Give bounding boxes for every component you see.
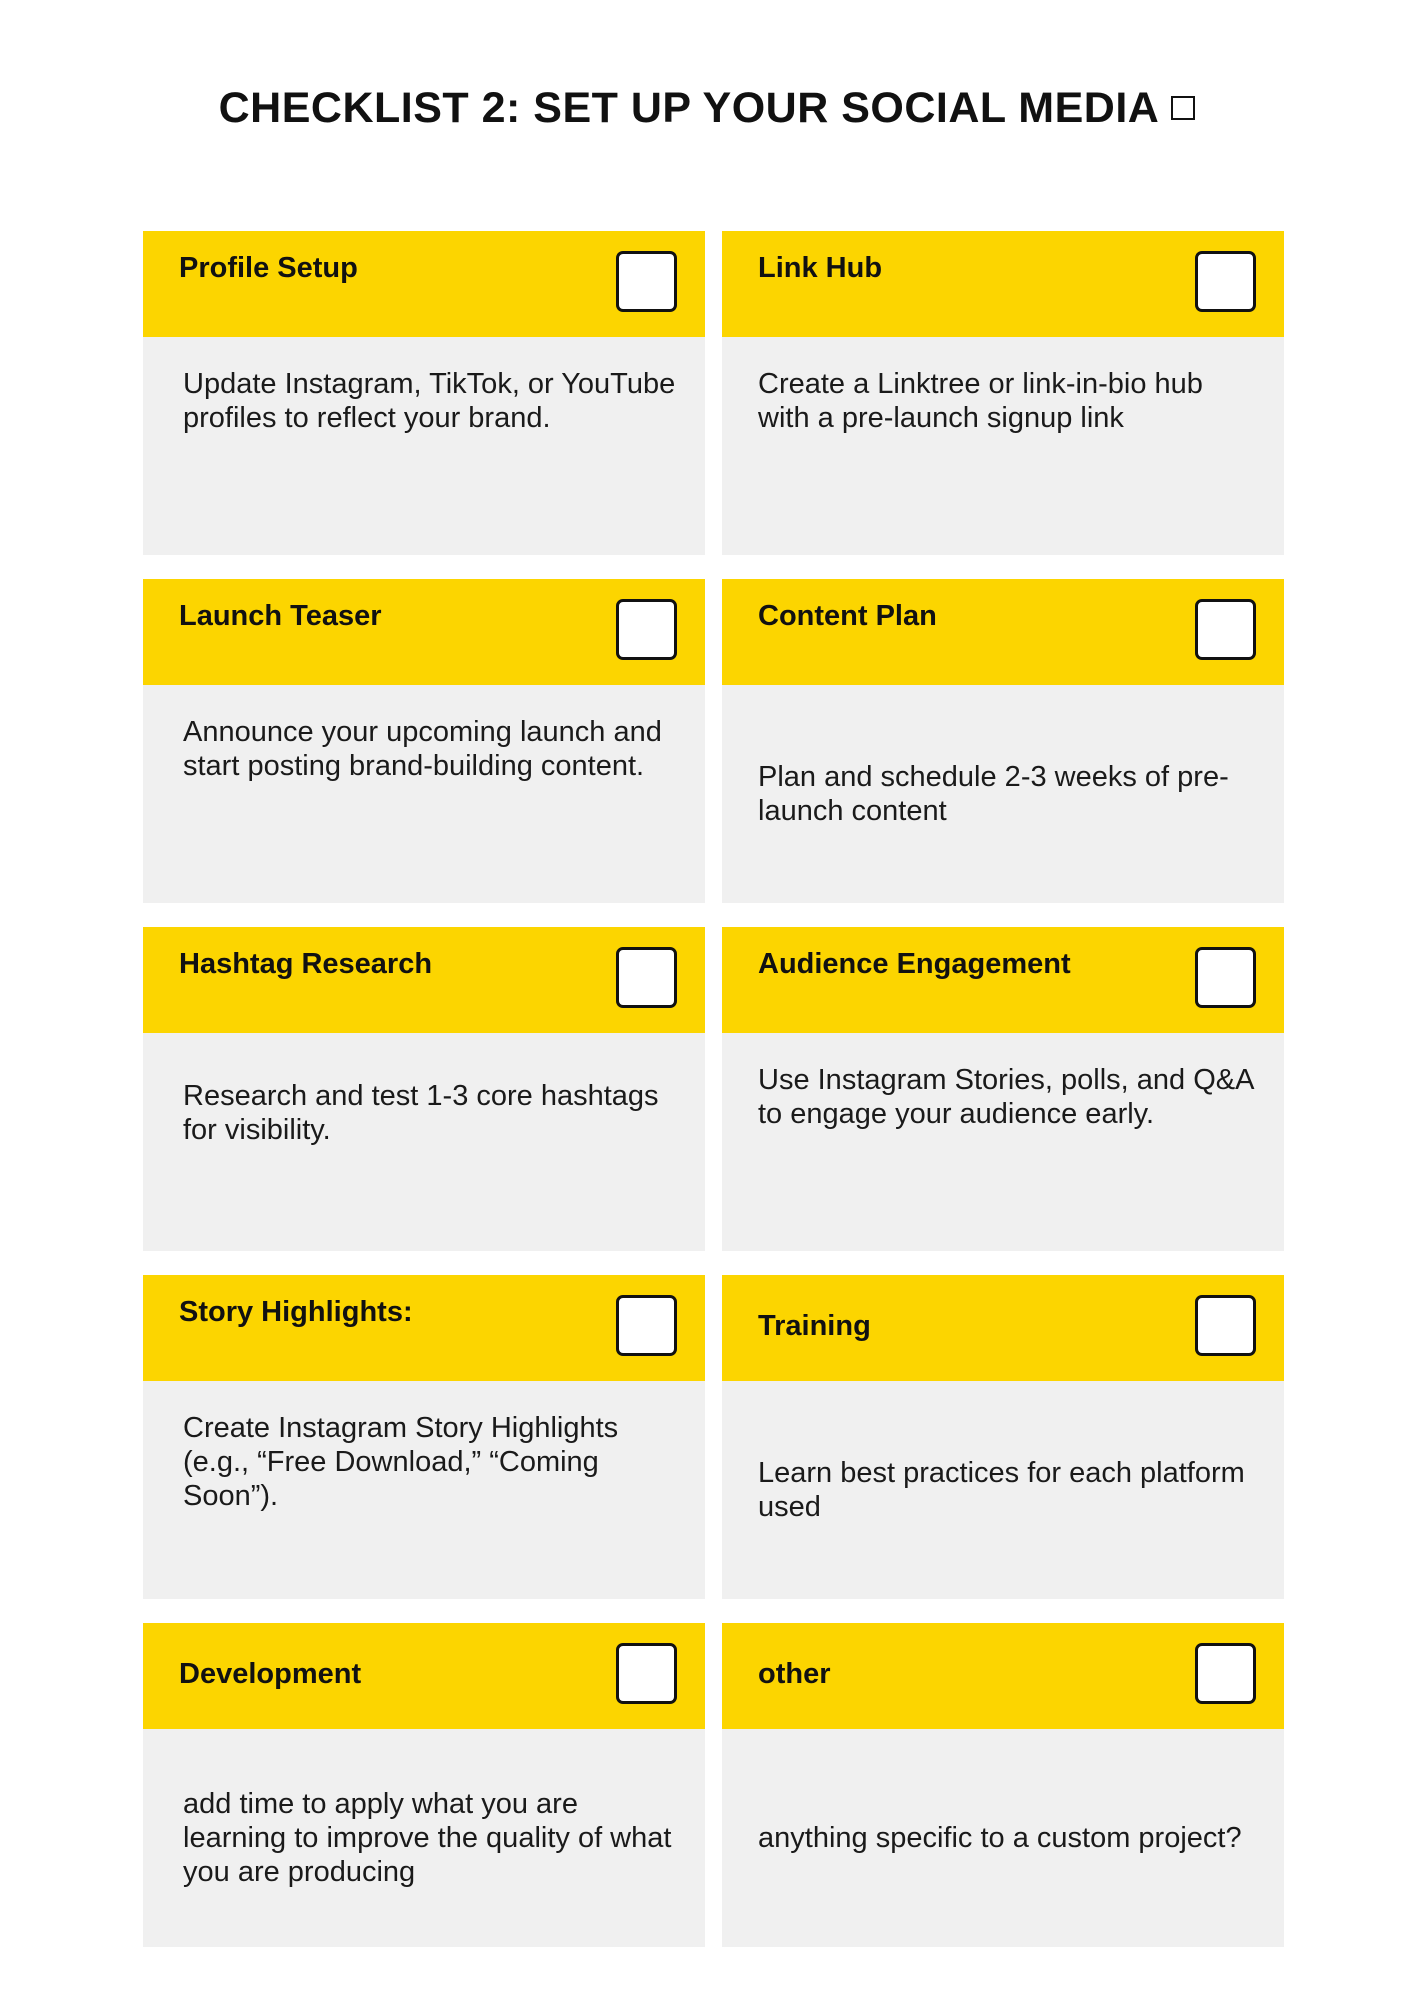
card-label: other <box>758 1658 831 1690</box>
checkbox-content-plan[interactable] <box>1195 599 1256 660</box>
card-header <box>143 579 705 685</box>
checklist-card-training <box>722 1275 1284 1599</box>
checklist-card-development <box>143 1623 705 1947</box>
checklist-card-launch-teaser <box>143 579 705 903</box>
checkbox-training[interactable] <box>1195 1295 1256 1356</box>
card-body <box>143 685 705 903</box>
checkbox-profile-setup[interactable] <box>616 251 677 312</box>
card-body <box>722 337 1284 555</box>
card-description: anything specific to a custom project? <box>758 1821 1242 1854</box>
card-label: Training <box>758 1310 871 1342</box>
card-header <box>143 1275 705 1381</box>
card-header <box>722 231 1284 337</box>
card-header <box>143 927 705 1033</box>
checkbox-other[interactable] <box>1195 1643 1256 1704</box>
card-body <box>722 685 1284 903</box>
card-body <box>722 1033 1284 1251</box>
checklist-card-profile-setup <box>143 231 705 555</box>
card-label: Development <box>179 1658 362 1690</box>
card-header <box>722 1623 1284 1729</box>
checklist-grid <box>143 231 1284 1947</box>
checkbox-development[interactable] <box>616 1643 677 1704</box>
card-label: Story Highlights: <box>179 1296 413 1328</box>
card-description: Announce your upcoming launch and start posting brand-building content. <box>183 716 662 783</box>
card-label: Audience Engagement <box>758 948 1071 980</box>
card-header <box>722 927 1284 1033</box>
card-body <box>722 1729 1284 1947</box>
card-label: Link Hub <box>758 252 883 284</box>
card-label: Launch Teaser <box>179 600 382 632</box>
checklist-card-other <box>722 1623 1284 1947</box>
card-body <box>143 1381 705 1599</box>
checklist-card-story-highlights <box>143 1275 705 1599</box>
card-label: Content Plan <box>758 600 937 632</box>
title-checkbox-icon <box>1171 96 1195 120</box>
card-description: add time to apply what you are learning to improve the quality of what you are producing <box>183 1787 672 1889</box>
card-body <box>143 1729 705 1947</box>
checkbox-link-hub[interactable] <box>1195 251 1256 312</box>
card-description: Research and test 1-3 core hashtags for visibility. <box>183 1080 659 1147</box>
checkbox-launch-teaser[interactable] <box>616 599 677 660</box>
checklist-card-hashtag-research <box>143 927 705 1251</box>
checkbox-story-highlights[interactable] <box>616 1295 677 1356</box>
card-label: Profile Setup <box>179 252 358 284</box>
card-description: Plan and schedule 2-3 weeks of pre-launch content <box>758 760 1229 827</box>
page-title-text: CHECKLIST 2: SET UP YOUR SOCIAL MEDIA <box>218 84 1160 132</box>
card-description: Use Instagram Stories, polls, and Q&A to engage your audience early. <box>758 1064 1253 1131</box>
card-header <box>143 1623 705 1729</box>
card-body <box>722 1381 1284 1599</box>
card-body <box>143 337 705 555</box>
checklist-card-link-hub <box>722 231 1284 555</box>
card-body <box>143 1033 705 1251</box>
card-label: Hashtag Research <box>179 948 433 980</box>
card-description: Update Instagram, TikTok, or YouTube profiles to reflect your brand. <box>183 368 676 435</box>
checklist-card-audience-engagement <box>722 927 1284 1251</box>
page-title <box>0 84 1414 133</box>
card-description: Create a Linktree or link-in-bio hub with a pre-launch signup link <box>758 368 1203 435</box>
card-header <box>722 1275 1284 1381</box>
checkbox-audience-engagement[interactable] <box>1195 947 1256 1008</box>
checkbox-hashtag-research[interactable] <box>616 947 677 1008</box>
card-description: Create Instagram Story Highlights (e.g., “Free Download,” “Coming Soon”). <box>183 1412 619 1513</box>
card-header <box>143 231 705 337</box>
checklist-card-content-plan <box>722 579 1284 903</box>
card-description: Learn best practices for each platform used <box>758 1456 1245 1523</box>
card-header <box>722 579 1284 685</box>
